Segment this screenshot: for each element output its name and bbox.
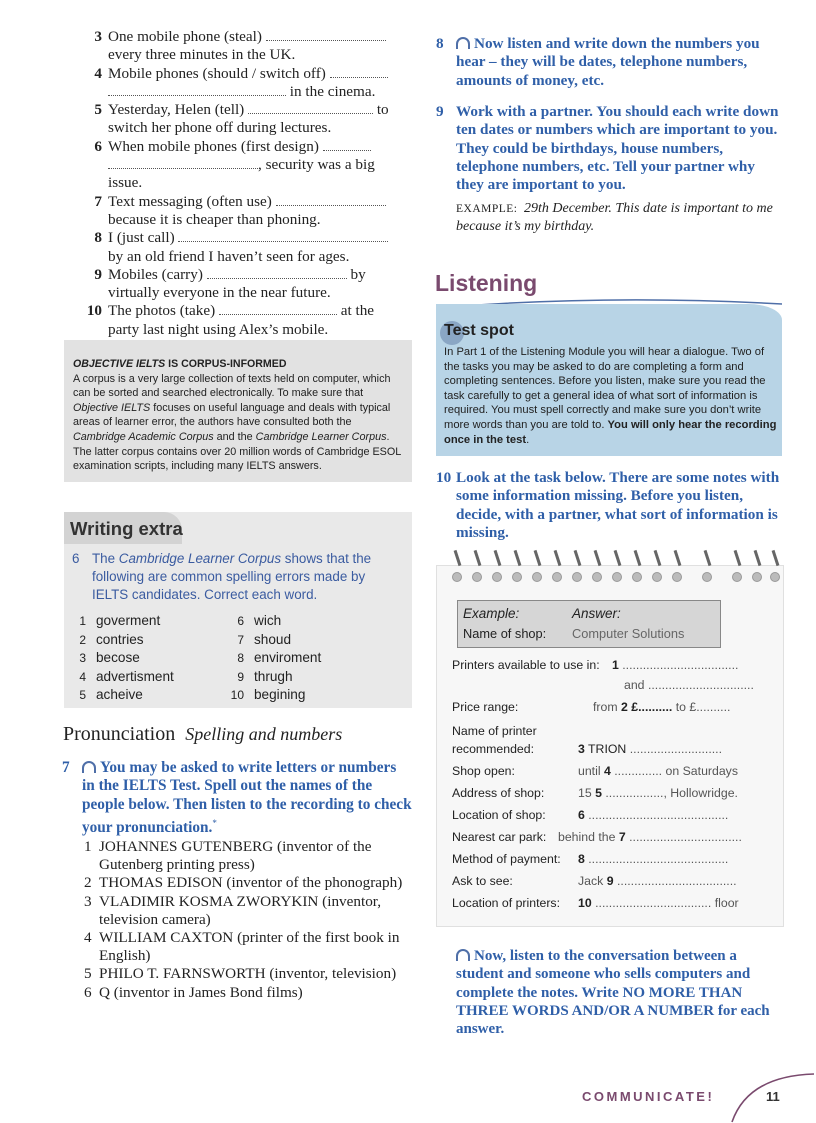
exercise-item: 3 One mobile phone (steal) every three minutes in the UK. [84,28,404,65]
writing-extra-box [64,512,412,708]
listening-heading: Listening [435,270,538,296]
exercise-item: 8 I (just call) by an old friend I haven’t seen for ages. [84,229,404,266]
list-item: 6 wich [237,613,282,628]
list-item: 6 Q (inventor in James Bond films) [84,983,303,1001]
pronunciation-question: 7 You may be asked to write letters or numbers in the IELTS Test. Spell out the names of the people below. Then listen to the recording to check your pronunciation.* [62,759,412,836]
list-item: 7 shoud [237,631,292,647]
headphones-icon [456,37,470,49]
answer-blank[interactable] [330,65,388,78]
exercise-item: 10 The photos (take) at the party last night using Alex’s mobile. [86,302,375,338]
list-item: 8 enviroment [237,650,322,666]
footer-brand: COMMUNICATE! [582,1089,715,1104]
list-item: 3 becose [79,650,140,666]
answer-blank[interactable] [323,138,371,151]
spiral-binding-decoration [448,550,778,590]
exercise-item: 7 Text messaging (often use) because it is cheaper than phoning. [84,193,404,230]
final-instruction: Now, listen to the conversation between a student and someone who sells computers and complete the notes. Write NO MORE THAN THREE WORDS AND/OR A NUMBER for each answer. [456,948,770,1038]
answer-blank[interactable] [108,156,258,169]
pronunciation-heading: Pronunciation Spelling and numbers [63,723,343,745]
answer-blank[interactable] [266,28,386,41]
exercise-item: 4 Mobile phones (should / switch off) in the cinema. [84,65,404,102]
list-item: 10 begining [230,687,306,703]
list-item: 2 contries [79,631,144,647]
list-item: 5 PHILO T. FARNSWORTH (inventor, television) [84,965,397,983]
writing-extra-question: 6 The Cambridge Learner Corpus shows that the following are common spelling errors made by IELTS candidates. Correct each word. [72,551,372,602]
exercise-item: 6 When mobile phones (first design) , security was a big issue. [94,137,375,192]
example-block: EXAMPLE: 29th December. This date is important to me because it’s my birthday. [456,201,773,234]
answer-blank[interactable] [276,193,386,206]
answer-blank[interactable] [178,229,388,242]
grammar-exercise-list [84,28,404,339]
test-spot-body: In Part 1 of the Listening Module you will hear a dialogue. Two of the tasks you may be asked to do are completing a form and completing sentences. Before you listen, make sure you read the task carefully to get a general idea of what sort of information is required. You must spell correctly and make sure you don’t write more words than you are told to. You will only hear the recording once in the test. [444,346,777,446]
example-answer-box: Example: Answer: Name of shop: Computer Solutions [457,600,721,648]
corpus-info-box [64,340,412,482]
writing-extra-title: Writing extra [70,518,183,539]
headphones-icon [456,949,470,961]
list-item: 4 advertisment [79,668,174,684]
list-item: 5 acheive [79,687,143,703]
page-number: 11 [766,1089,780,1104]
exercise-item: 5 Yesterday, Helen (tell) to switch her phone off during lectures. [94,101,389,137]
list-item: 3 VLADIMIR KOSMA ZWORYKIN (inventor, television camera) [84,892,382,928]
question-10: 10 Look at the task below. There are some notes with some information missing. Before you listen, decide, with a partner, what sort of information is missing. [436,469,780,541]
list-item: 9 thrugh [237,668,293,684]
spelling-list-right [230,612,321,705]
question-8: 8 Now listen and write down the numbers you hear – they will be dates, telephone numbers, amounts of money, etc. [436,35,760,89]
answer-blank[interactable] [219,302,337,315]
corpus-body: A corpus is a very large collection of texts held on computer, which can be sorted and searched electronically. To make sure that Objective IELTS focuses on useful language and deals with typical areas of learner error, the authors have consulted both the Cambridge Academic Corpus and the Cambridge Learner Corpus. The latter corpus contains over 20 million words of Cambridge ESOL examination scripts, including many IELTS answers. [73,372,401,473]
answer-blank[interactable] [248,101,373,114]
test-spot-title: Test spot [444,322,514,339]
list-item: 1 goverment [79,613,161,628]
inventor-names-list [84,838,414,1002]
answer-blank[interactable] [108,83,286,96]
headphones-icon [82,761,96,773]
exercise-item: 9 Mobiles (carry) by virtually everyone in the near future. [94,265,366,302]
spelling-list-left [72,612,174,705]
list-item: 2 THOMAS EDISON (inventor of the phonograph) [84,874,403,892]
corpus-heading: OBJECTIVE IELTS IS CORPUS-INFORMED [73,358,287,370]
list-item: 1 JOHANNES GUTENBERG (inventor of the Gutenberg printing press) [84,838,372,874]
question-9: 9 Work with a partner. You should each write down ten dates or numbers which are important to you. They could be birthdays, house numbers, telephone numbers, etc. Tell your partner why they are important to you. [436,103,779,194]
list-item: 4 WILLIAM CAXTON (printer of the first book in English) [84,929,400,965]
answer-blank[interactable] [207,266,347,279]
